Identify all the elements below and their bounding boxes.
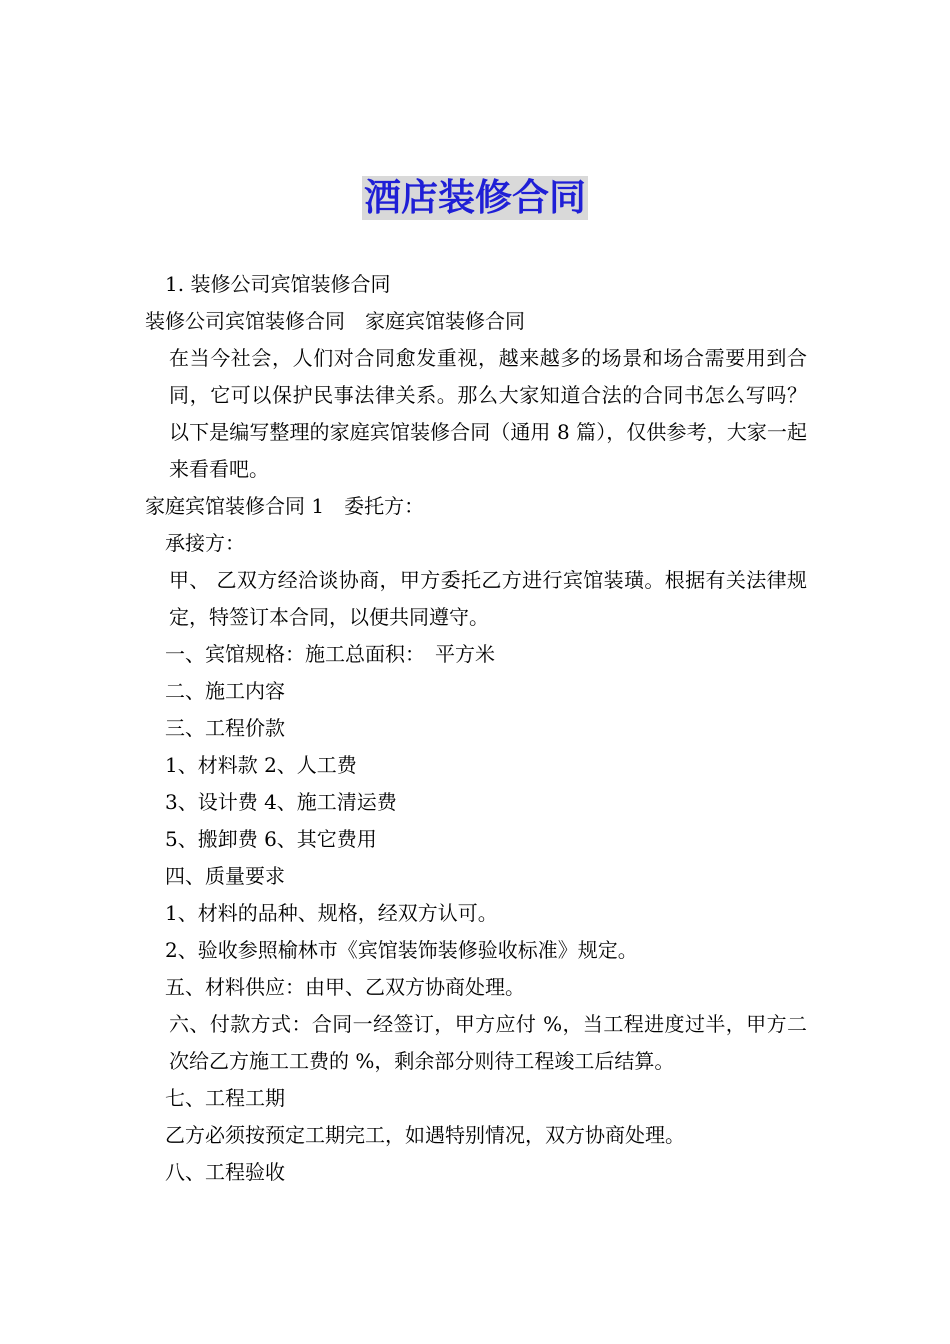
section-heading: 1. 装修公司宾馆装修合同 [165, 272, 391, 296]
clause-heading: 四、质量要求 [165, 864, 285, 888]
document-title: 酒店装修合同 [364, 176, 586, 219]
clause-heading: 一、宾馆规格：施工总面积： 平方米 [165, 642, 495, 666]
clause-item: 1、材料的品种、规格，经双方认可。 [165, 901, 498, 925]
clause-paragraph: 六、付款方式：合同一经签订，甲方应付 %，当工程进度过半，甲方二次给乙方施工工费的 %，剩余部分则待工程竣工后结算。 [169, 1012, 807, 1073]
clause-item: 3、设计费 4、施工清运费 [165, 790, 397, 814]
clause-item: 2、验收参照榆林市《宾馆装饰装修验收标准》规定。 [165, 938, 638, 962]
paragraph: 甲、 乙双方经洽谈协商，甲方委托乙方进行宾馆装璜。根据有关法律规定，特签订本合同，以便共同遵守。 [169, 568, 807, 629]
clause-heading: 二、施工内容 [165, 679, 285, 703]
clause-item: 5、搬卸费 6、其它费用 [165, 827, 377, 851]
clause-heading: 七、工程工期 [165, 1086, 285, 1110]
clause-heading: 三、工程价款 [165, 716, 285, 740]
paragraph: 家庭宾馆装修合同 1 委托方： [145, 494, 425, 518]
clause-item: 乙方必须按预定工期完工，如遇特别情况，双方协商处理。 [165, 1123, 685, 1147]
paragraph: 承接方： [165, 531, 245, 555]
paragraph: 装修公司宾馆装修合同 家庭宾馆装修合同 [145, 309, 525, 333]
intro-paragraph: 在当今社会，人们对合同愈发重视，越来越多的场景和场合需要用到合同，它可以保护民事法律关系。那么大家知道合法的合同书怎么写吗？以下是编写整理的家庭宾馆装修合同（通用 8 篇），仅供参考，大家一起来看看吧。 [169, 346, 807, 481]
clause-heading: 八、工程验收 [165, 1160, 285, 1184]
title-container [0, 176, 950, 220]
document-body [145, 266, 807, 1191]
clause-item: 1、材料款 2、人工费 [165, 753, 357, 777]
clause-heading: 五、材料供应：由甲、乙双方协商处理。 [165, 975, 525, 999]
